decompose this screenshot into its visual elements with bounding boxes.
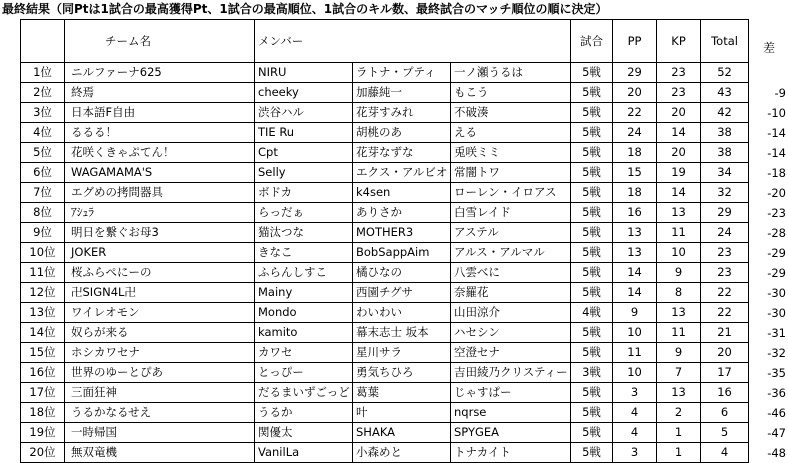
pp-cell: 29 — [613, 63, 657, 83]
team-name-cell: ワイレオモン — [65, 303, 255, 323]
pp-cell: 16 — [613, 203, 657, 223]
diff-cell: -20 — [767, 186, 786, 200]
pp-cell: 18 — [613, 183, 657, 203]
rank-cell: 16位 — [21, 363, 65, 383]
total-cell: 38 — [701, 123, 749, 143]
rank-cell: 9位 — [21, 223, 65, 243]
rank-cell: 20位 — [21, 443, 65, 463]
team-name-cell: エグめの拷問器具 — [65, 183, 255, 203]
kp-cell: 8 — [657, 283, 701, 303]
results-body — [21, 63, 749, 463]
member-2-cell: 葛葉 — [353, 383, 451, 403]
member-3-cell: 白雪レイド — [451, 203, 571, 223]
member-2-cell: 小森めと — [353, 443, 451, 463]
results-table — [20, 19, 749, 463]
table-row — [21, 83, 749, 103]
games-cell: 5戦 — [571, 223, 613, 243]
pp-cell: 4 — [613, 423, 657, 443]
table-row — [21, 403, 749, 423]
diff-cell: -48 — [767, 446, 786, 460]
total-cell: 17 — [701, 363, 749, 383]
member-2-cell: 橘ひなの — [353, 263, 451, 283]
header-row — [21, 20, 749, 63]
pp-cell: 20 — [613, 83, 657, 103]
kp-cell: 13 — [657, 203, 701, 223]
total-cell: 32 — [701, 183, 749, 203]
table-row — [21, 323, 749, 343]
team-name-cell: うるかなるせえ — [65, 403, 255, 423]
kp-cell: 9 — [657, 343, 701, 363]
table-row — [21, 63, 749, 83]
table-row — [21, 123, 749, 143]
member-2-cell: エクス・アルビオ — [353, 163, 451, 183]
total-cell: 24 — [701, 223, 749, 243]
member-1-cell: 関優太 — [255, 423, 353, 443]
table-row — [21, 103, 749, 123]
member-1-cell: 猫汰つな — [255, 223, 353, 243]
header-team: チーム名 — [65, 20, 255, 63]
rank-cell: 11位 — [21, 263, 65, 283]
member-2-cell: 花芽すみれ — [353, 103, 451, 123]
diff-cell: -30 — [767, 286, 786, 300]
member-3-cell: 不破湊 — [451, 103, 571, 123]
pp-cell: 9 — [613, 303, 657, 323]
member-2-cell: SHAKA — [353, 423, 451, 443]
member-3-cell: じゃすぱー — [451, 383, 571, 403]
kp-cell: 11 — [657, 223, 701, 243]
kp-cell: 14 — [657, 123, 701, 143]
member-3-cell: トナカイト — [451, 443, 571, 463]
total-cell: 20 — [701, 343, 749, 363]
pp-cell: 18 — [613, 143, 657, 163]
member-3-cell: 八雲べに — [451, 263, 571, 283]
diff-cell: -28 — [767, 226, 786, 240]
games-cell: 5戦 — [571, 183, 613, 203]
table-row — [21, 243, 749, 263]
header-members: メンバー — [255, 20, 571, 63]
diff-cell: -36 — [767, 386, 786, 400]
member-2-cell: 幕末志士 坂本 — [353, 323, 451, 343]
rank-cell: 12位 — [21, 283, 65, 303]
team-name-cell: 無双竜機 — [65, 443, 255, 463]
member-2-cell: 胡桃のあ — [353, 123, 451, 143]
team-name-cell: 世界のゆーとぴあ — [65, 363, 255, 383]
table-row — [21, 223, 749, 243]
games-cell: 5戦 — [571, 283, 613, 303]
member-3-cell: 山田涼介 — [451, 303, 571, 323]
rank-cell: 5位 — [21, 143, 65, 163]
diff-cell: -23 — [767, 206, 786, 220]
rank-cell: 2位 — [21, 83, 65, 103]
diff-cell: -46 — [767, 406, 786, 420]
table-row — [21, 183, 749, 203]
member-3-cell: 吉田綾乃クリスティー — [451, 363, 571, 383]
games-cell: 5戦 — [571, 403, 613, 423]
kp-cell: 2 — [657, 403, 701, 423]
games-cell: 5戦 — [571, 243, 613, 263]
team-name-cell: 明日を繋ぐお母3 — [65, 223, 255, 243]
kp-cell: 13 — [657, 383, 701, 403]
member-2-cell: 西園チグサ — [353, 283, 451, 303]
total-cell: 52 — [701, 63, 749, 83]
member-2-cell: BobSappAim — [353, 243, 451, 263]
member-2-cell: 花芽なずな — [353, 143, 451, 163]
total-cell: 16 — [701, 383, 749, 403]
team-name-cell: ニルファーナ625 — [65, 63, 255, 83]
header-rank — [21, 20, 65, 63]
pp-cell: 4 — [613, 403, 657, 423]
member-1-cell: カワセ — [255, 343, 353, 363]
kp-cell: 11 — [657, 323, 701, 343]
games-cell: 5戦 — [571, 123, 613, 143]
member-1-cell: cheeky — [255, 83, 353, 103]
kp-cell: 9 — [657, 263, 701, 283]
kp-cell: 23 — [657, 83, 701, 103]
kp-cell: 7 — [657, 363, 701, 383]
kp-cell: 1 — [657, 423, 701, 443]
rank-cell: 18位 — [21, 403, 65, 423]
pp-cell: 13 — [613, 223, 657, 243]
total-cell: 29 — [701, 203, 749, 223]
table-row — [21, 263, 749, 283]
member-2-cell: 星川サラ — [353, 343, 451, 363]
total-cell: 23 — [701, 243, 749, 263]
member-3-cell: アルス・アルマル — [451, 243, 571, 263]
total-cell: 22 — [701, 303, 749, 323]
games-cell: 5戦 — [571, 343, 613, 363]
member-1-cell: 渋谷ハル — [255, 103, 353, 123]
member-3-cell: 兎咲ミミ — [451, 143, 571, 163]
member-1-cell: だるまいずごっど — [255, 383, 353, 403]
rank-cell: 13位 — [21, 303, 65, 323]
rank-cell: 19位 — [21, 423, 65, 443]
kp-cell: 19 — [657, 163, 701, 183]
games-cell: 5戦 — [571, 203, 613, 223]
rank-cell: 6位 — [21, 163, 65, 183]
total-cell: 6 — [701, 403, 749, 423]
header-total: Total — [701, 20, 749, 63]
kp-cell: 10 — [657, 243, 701, 263]
total-cell: 4 — [701, 443, 749, 463]
pp-cell: 10 — [613, 363, 657, 383]
pp-cell: 22 — [613, 103, 657, 123]
table-row — [21, 363, 749, 383]
page-title: 最終結果（同Ptは1試合の最高獲得Pt、1試合の最高順位、1試合のキル数、最終試合のマッチ順位の順に決定） — [2, 2, 608, 16]
rank-cell: 3位 — [21, 103, 65, 123]
member-1-cell: とっぴー — [255, 363, 353, 383]
member-3-cell: 奈羅花 — [451, 283, 571, 303]
member-2-cell: k4sen — [353, 183, 451, 203]
games-cell: 5戦 — [571, 263, 613, 283]
diff-cell — [750, 63, 788, 83]
member-3-cell: アステル — [451, 223, 571, 243]
member-3-cell: 常闇トワ — [451, 163, 571, 183]
rank-cell: 7位 — [21, 183, 65, 203]
rank-cell: 4位 — [21, 123, 65, 143]
member-1-cell: らっだぁ — [255, 203, 353, 223]
total-cell: 21 — [701, 323, 749, 343]
games-cell: 5戦 — [571, 103, 613, 123]
member-1-cell: ふらんしすこ — [255, 263, 353, 283]
team-name-cell: 一時帰国 — [65, 423, 255, 443]
member-1-cell: NIRU — [255, 63, 353, 83]
diff-cell: -35 — [767, 366, 786, 380]
rank-cell: 10位 — [21, 243, 65, 263]
header-kp: KP — [657, 20, 701, 63]
diff-cell: -31 — [767, 326, 786, 340]
member-3-cell: ローレン・イロアス — [451, 183, 571, 203]
team-name-cell: るるる！ — [65, 123, 255, 143]
member-3-cell: 空澄セナ — [451, 343, 571, 363]
diff-cell: -14 — [767, 146, 786, 160]
table-row — [21, 163, 749, 183]
member-1-cell: Selly — [255, 163, 353, 183]
team-name-cell: 終焉 — [65, 83, 255, 103]
diff-cell: -10 — [767, 106, 786, 120]
games-cell: 5戦 — [571, 323, 613, 343]
games-cell: 4戦 — [571, 303, 613, 323]
kp-cell: 23 — [657, 63, 701, 83]
diff-cell: -29 — [767, 266, 786, 280]
team-name-cell: 奴らが来る — [65, 323, 255, 343]
team-name-cell: ｱｼｭﾗ — [65, 203, 255, 223]
member-1-cell: VanilLa — [255, 443, 353, 463]
team-name-cell: JOKER — [65, 243, 255, 263]
rank-cell: 15位 — [21, 343, 65, 363]
rank-cell: 8位 — [21, 203, 65, 223]
header-games: 試合 — [571, 20, 613, 63]
pp-cell: 15 — [613, 163, 657, 183]
member-3-cell: える — [451, 123, 571, 143]
member-2-cell: ラトナ・プティ — [353, 63, 451, 83]
header-diff: 差 — [762, 41, 775, 55]
rank-cell: 1位 — [21, 63, 65, 83]
games-cell: 5戦 — [571, 383, 613, 403]
member-2-cell: ありさか — [353, 203, 451, 223]
member-1-cell: TIE Ru — [255, 123, 353, 143]
kp-cell: 20 — [657, 143, 701, 163]
pp-cell: 10 — [613, 323, 657, 343]
diff-cell: -30 — [767, 306, 786, 320]
rank-cell: 14位 — [21, 323, 65, 343]
diff-cell: -18 — [767, 166, 786, 180]
member-1-cell: うるか — [255, 403, 353, 423]
member-1-cell: きなこ — [255, 243, 353, 263]
total-cell: 43 — [701, 83, 749, 103]
diff-cell: -29 — [767, 246, 786, 260]
member-3-cell: SPYGEA — [451, 423, 571, 443]
pp-cell: 24 — [613, 123, 657, 143]
member-1-cell: kamito — [255, 323, 353, 343]
games-cell: 3戦 — [571, 363, 613, 383]
diff-cells — [750, 63, 788, 463]
member-1-cell: ボドカ — [255, 183, 353, 203]
games-cell: 5戦 — [571, 143, 613, 163]
games-cell: 5戦 — [571, 63, 613, 83]
team-name-cell: ホシカワセナ — [65, 343, 255, 363]
diff-cell: -14 — [767, 126, 786, 140]
diff-cell: -32 — [767, 346, 786, 360]
rank-cell: 17位 — [21, 383, 65, 403]
pp-cell: 14 — [613, 283, 657, 303]
total-cell: 5 — [701, 423, 749, 443]
member-3-cell: ハセシン — [451, 323, 571, 343]
member-2-cell: 加藤純一 — [353, 83, 451, 103]
diff-cell: -47 — [767, 426, 786, 440]
games-cell: 5戦 — [571, 163, 613, 183]
kp-cell: 1 — [657, 443, 701, 463]
total-cell: 22 — [701, 283, 749, 303]
team-name-cell: 花咲くきゃぷてん！ — [65, 143, 255, 163]
total-cell: 42 — [701, 103, 749, 123]
diff-column — [750, 19, 788, 463]
table-row — [21, 443, 749, 463]
member-1-cell: Mainy — [255, 283, 353, 303]
games-cell: 5戦 — [571, 443, 613, 463]
member-1-cell: Cpt — [255, 143, 353, 163]
table-row — [21, 303, 749, 323]
member-2-cell: わいわい — [353, 303, 451, 323]
team-name-cell: 卍SIGN4L卍 — [65, 283, 255, 303]
total-cell: 38 — [701, 143, 749, 163]
diff-cell: -9 — [774, 86, 786, 100]
total-cell: 34 — [701, 163, 749, 183]
member-2-cell: MOTHER3 — [353, 223, 451, 243]
team-name-cell: 日本語F自由 — [65, 103, 255, 123]
pp-cell: 13 — [613, 243, 657, 263]
total-cell: 23 — [701, 263, 749, 283]
team-name-cell: 三面狂神 — [65, 383, 255, 403]
header-pp: PP — [613, 20, 657, 63]
pp-cell: 14 — [613, 263, 657, 283]
kp-cell: 20 — [657, 103, 701, 123]
member-3-cell: もこう — [451, 83, 571, 103]
table-row — [21, 343, 749, 363]
pp-cell: 3 — [613, 443, 657, 463]
member-3-cell: 一ノ瀬うるは — [451, 63, 571, 83]
member-1-cell: Mondo — [255, 303, 353, 323]
pp-cell: 11 — [613, 343, 657, 363]
kp-cell: 13 — [657, 303, 701, 323]
pp-cell: 3 — [613, 383, 657, 403]
member-2-cell: 叶 — [353, 403, 451, 423]
member-3-cell: nqrse — [451, 403, 571, 423]
table-row — [21, 143, 749, 163]
team-name-cell: 桜ふらぺにーの — [65, 263, 255, 283]
table-row — [21, 383, 749, 403]
games-cell: 5戦 — [571, 423, 613, 443]
team-name-cell: WAGAMAMA'S — [65, 163, 255, 183]
table-row — [21, 203, 749, 223]
member-2-cell: 勇気ちひろ — [353, 363, 451, 383]
table-row — [21, 423, 749, 443]
table-row — [21, 283, 749, 303]
games-cell: 5戦 — [571, 83, 613, 103]
kp-cell: 14 — [657, 183, 701, 203]
